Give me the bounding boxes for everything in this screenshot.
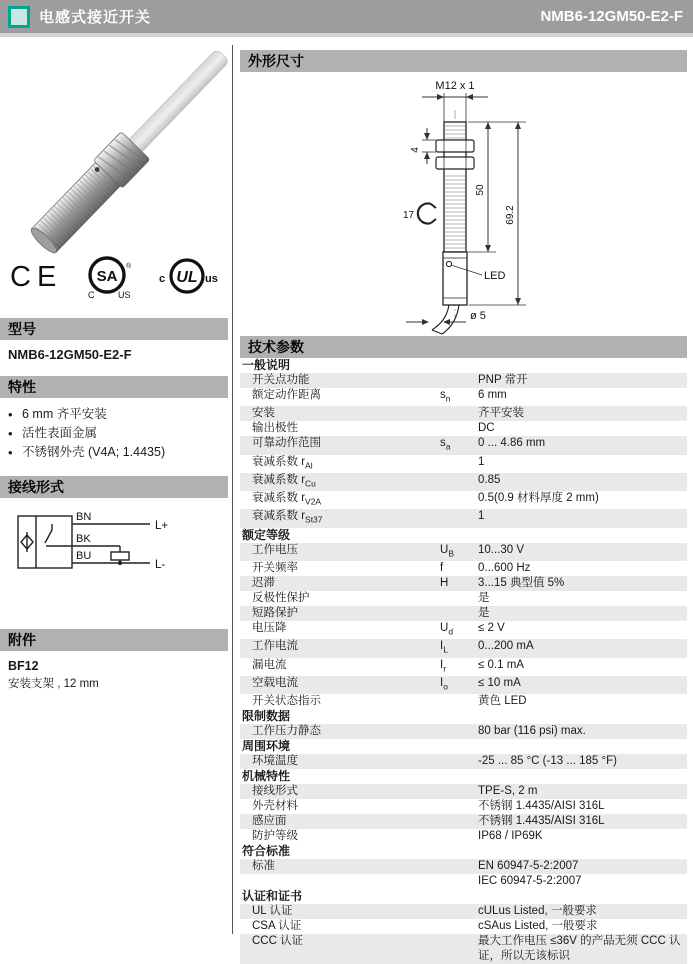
header-divider <box>0 33 693 37</box>
tech-row <box>240 421 687 436</box>
product-photo <box>0 42 228 254</box>
param-symbol <box>440 406 478 421</box>
param-symbol <box>440 829 478 844</box>
tech-row <box>240 904 687 919</box>
svg-text:4: 4 <box>410 147 421 153</box>
column-divider <box>232 45 233 934</box>
tech-row <box>240 859 687 874</box>
section-header-tech: 技术参数 <box>240 336 687 358</box>
title-bar <box>0 0 693 33</box>
param-label: 外壳材料 <box>252 800 298 813</box>
tech-row <box>240 934 687 964</box>
accessory-name: BF12 <box>8 659 39 673</box>
param-symbol: $I_r$ <box>440 658 447 673</box>
param-label: UL 认证 <box>252 905 293 918</box>
param-symbol <box>440 473 478 491</box>
header-model-number: NMB6-12GM50-E2-F <box>540 8 683 25</box>
tech-row <box>240 591 687 606</box>
param-value: cULus Listed, 一般要求 <box>478 905 597 918</box>
param-symbol <box>440 373 478 388</box>
tech-section-title: 周围环境 <box>242 739 291 754</box>
section-header-wiring: 接线形式 <box>0 476 228 498</box>
svg-text:69.2: 69.2 <box>505 205 516 225</box>
param-symbol <box>440 509 478 527</box>
svg-text:M12 x 1: M12 x 1 <box>435 80 475 92</box>
param-label <box>240 874 440 889</box>
right-column <box>240 50 687 964</box>
param-value: TPE-S, 2 m <box>478 785 538 798</box>
tech-row <box>240 799 687 814</box>
param-value: 不锈钢 1.4435/AISI 316L <box>478 800 605 813</box>
param-symbol: f <box>440 562 444 575</box>
param-value: 黄色 LED <box>478 695 527 708</box>
param-label: 防护等级 <box>252 830 298 843</box>
param-value: ≤ 0.1 mA <box>478 658 524 671</box>
dimension-drawing <box>240 72 687 336</box>
feature-item: • 6 mm 齐平安装 <box>8 405 224 424</box>
tech-section-title: 额定等级 <box>242 527 291 542</box>
svg-text:L-: L- <box>155 559 166 571</box>
param-value: cSAus Listed, 一般要求 <box>478 920 598 933</box>
svg-text:®: ® <box>126 263 132 270</box>
tech-row <box>240 829 687 844</box>
param-label: CSA 认证 <box>252 920 302 933</box>
tech-section-title: 一般说明 <box>242 358 291 372</box>
param-label: 衰减系数 $r_{V2A}$ <box>252 492 322 507</box>
param-symbol <box>440 491 478 509</box>
tech-section-title: 机械特性 <box>242 769 291 784</box>
param-label: 感应面 <box>252 815 287 828</box>
param-symbol: $s_a$ <box>440 437 451 452</box>
tech-row <box>240 543 687 561</box>
svg-text:UL: UL <box>176 269 198 286</box>
param-symbol <box>440 799 478 814</box>
section-header-accessories: 附件 <box>0 629 228 651</box>
param-symbol <box>440 591 478 606</box>
csa-mark-icon <box>80 254 138 300</box>
svg-text:BU: BU <box>76 550 92 562</box>
param-value: 0 ... 4.86 mm <box>478 437 546 450</box>
param-symbol <box>440 859 478 874</box>
tech-row <box>240 754 687 769</box>
param-symbol: $I_o$ <box>440 676 448 692</box>
tech-section-title: 认证和证书 <box>242 889 303 904</box>
param-label: 衰减系数 $r_{Al}$ <box>252 455 313 470</box>
tech-row <box>240 373 687 388</box>
param-symbol <box>440 421 478 436</box>
param-value: 不锈钢 1.4435/AISI 316L <box>478 815 605 828</box>
wiring-diagram <box>0 498 228 617</box>
param-symbol <box>440 455 478 473</box>
feature-item: • 活性表面金属 <box>8 424 224 443</box>
param-value: 6 mm <box>478 389 507 401</box>
tech-row <box>240 509 687 527</box>
tech-row <box>240 658 687 676</box>
param-value: IP68 / IP69K <box>478 830 543 843</box>
param-symbol: H <box>440 577 449 590</box>
param-symbol <box>440 934 478 964</box>
param-label: 可靠动作范围 <box>252 437 321 450</box>
param-value: ≤ 2 V <box>478 622 505 635</box>
param-value: 最大工作电压 ≤36V 的产品无须 CCC 认证，所以无该标识 <box>478 935 681 963</box>
tech-section-title: 限制数据 <box>242 709 291 724</box>
tech-row <box>240 576 687 591</box>
svg-text:C: C <box>88 290 95 300</box>
param-symbol <box>440 754 478 769</box>
svg-text:c: c <box>158 273 166 285</box>
param-symbol <box>440 919 478 934</box>
param-label: 开关频率 <box>252 562 298 575</box>
wrench-icon <box>418 204 431 224</box>
param-label: 工作压力静态 <box>252 725 321 738</box>
param-value: 1 <box>478 455 485 468</box>
tech-row <box>240 694 687 709</box>
param-label: 额定动作距离 <box>252 389 321 401</box>
svg-text:17: 17 <box>403 210 415 221</box>
param-value: PNP 常开 <box>478 374 528 386</box>
param-label: 开关状态指示 <box>252 695 321 708</box>
certification-logos <box>0 254 228 300</box>
param-value: 1 <box>478 510 485 523</box>
ul-mark-icon <box>156 254 218 300</box>
param-symbol <box>440 904 478 919</box>
param-value: 0...600 Hz <box>478 562 531 575</box>
svg-text:US: US <box>118 290 131 300</box>
tech-section-title: 符合标准 <box>242 844 291 859</box>
svg-text:ø 5: ø 5 <box>470 310 486 322</box>
param-label: 开关点功能 <box>252 374 310 386</box>
param-label: 环境温度 <box>252 755 298 768</box>
tech-row <box>240 814 687 829</box>
param-value: ≤ 10 mA <box>478 676 521 689</box>
tech-row <box>240 473 687 491</box>
tech-row <box>240 561 687 576</box>
tech-row <box>240 639 687 657</box>
accessory-description: 安装支架 , 12 mm <box>8 678 99 690</box>
feature-item: • 不锈钢外壳 (V4A; 1.4435) <box>8 443 224 462</box>
tech-row <box>240 676 687 694</box>
left-column <box>0 42 228 691</box>
svg-text:50: 50 <box>475 184 486 196</box>
param-label: 安装 <box>252 407 275 420</box>
param-symbol <box>440 694 478 709</box>
param-value: -25 ... 85 °C (-13 ... 185 °F) <box>478 755 617 768</box>
param-value: DC <box>478 422 495 435</box>
svg-text:us: us <box>204 273 218 285</box>
param-value: 3...15 典型值 5% <box>478 577 565 590</box>
led-indicator-icon <box>446 261 451 266</box>
param-symbol: $U_d$ <box>440 622 454 637</box>
page-title: 电感式接近开关 <box>39 9 152 26</box>
tech-row <box>240 606 687 621</box>
param-symbol <box>440 874 478 889</box>
param-label: 反极性保护 <box>252 592 310 605</box>
tech-row <box>240 724 687 739</box>
section-header-dimensions: 外形尺寸 <box>240 50 687 72</box>
param-label: CCC 认证 <box>252 935 304 948</box>
param-label: 漏电流 <box>252 658 287 671</box>
svg-text:SA: SA <box>96 268 118 285</box>
param-value: 是 <box>478 592 490 605</box>
tech-row <box>240 874 687 889</box>
param-symbol <box>440 784 478 799</box>
param-label: 接线形式 <box>252 785 298 798</box>
svg-text:BN: BN <box>76 511 92 523</box>
param-symbol <box>440 606 478 621</box>
param-label: 工作电压 <box>252 543 298 556</box>
tech-table <box>240 358 687 964</box>
section-header-features: 特性 <box>0 376 228 398</box>
ce-mark-icon: CE <box>10 260 63 293</box>
param-value: 齐平安装 <box>478 407 524 420</box>
param-symbol <box>440 814 478 829</box>
param-value: 是 <box>478 607 490 620</box>
product-category-icon <box>8 6 30 28</box>
tech-row <box>240 621 687 639</box>
features-list <box>0 405 228 462</box>
param-value: 0...200 mA <box>478 640 534 653</box>
svg-text:BK: BK <box>76 533 91 545</box>
section-header-model: 型号 <box>0 318 228 340</box>
param-label: 输出极性 <box>252 422 298 435</box>
param-label: 短路保护 <box>252 607 298 620</box>
tech-row <box>240 388 687 406</box>
param-symbol: $s_n$ <box>440 389 451 404</box>
param-label: 迟滞 <box>252 577 275 590</box>
param-value: IEC 60947-5-2:2007 <box>478 875 582 888</box>
param-label: 工作电流 <box>252 640 298 653</box>
svg-text:L+: L+ <box>155 520 169 532</box>
tech-row <box>240 491 687 509</box>
param-label: 电压降 <box>252 622 287 635</box>
param-value: 10...30 V <box>478 543 525 556</box>
param-value: EN 60947-5-2:2007 <box>478 860 579 873</box>
tech-row <box>240 436 687 454</box>
tech-row <box>240 784 687 799</box>
param-symbol: $U_B$ <box>440 543 454 559</box>
param-label: 标准 <box>252 860 275 873</box>
param-value: 0.85 <box>478 473 501 486</box>
param-symbol <box>440 724 478 739</box>
tech-row <box>240 455 687 473</box>
tech-row <box>240 406 687 421</box>
param-label: 衰减系数 $r_{St37}$ <box>252 510 323 525</box>
param-symbol: $I_L$ <box>440 640 448 655</box>
param-label: 空载电流 <box>252 676 298 689</box>
tech-row <box>240 919 687 934</box>
svg-text:LED: LED <box>484 270 506 282</box>
param-label: 衰减系数 $r_{Cu}$ <box>252 473 316 489</box>
model-number: NMB6-12GM50-E2-F <box>8 347 132 362</box>
param-value: 0.5(0.9 材料厚度 2 mm) <box>478 492 599 505</box>
param-value: 80 bar (116 psi) max. <box>478 725 586 738</box>
